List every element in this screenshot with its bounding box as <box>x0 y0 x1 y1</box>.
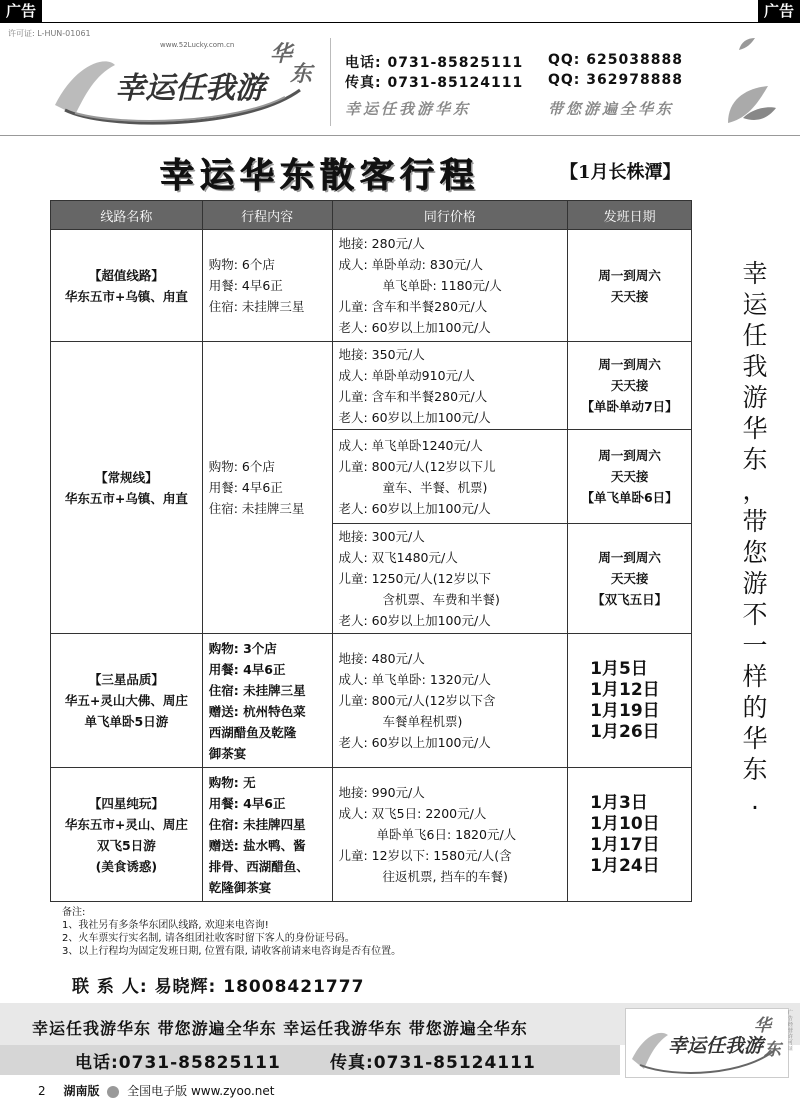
route-name-cell <box>51 634 203 768</box>
slogan-char: 华 <box>742 414 768 443</box>
slogan-char: . <box>751 786 759 815</box>
slogan-char: 游 <box>742 383 768 412</box>
departure-date: 1月24日 <box>590 855 660 876</box>
itinerary-line: 赠送: 盐水鸭、酱 <box>208 837 306 853</box>
price-line: 儿童: 800元/人(12岁以下儿 <box>338 458 496 474</box>
price-line: 儿童: 1250元/人(12岁以下 <box>338 571 491 586</box>
price-line: 儿童: 800元/人(12岁以下含 <box>338 693 496 708</box>
notes-block <box>62 906 401 958</box>
header-itinerary: 行程内容 <box>202 201 332 230</box>
route-desc: (美食诱惑) <box>95 858 158 874</box>
price-line: 含机票、车费和半餐) <box>382 592 500 607</box>
slogan-char: 的 <box>742 693 768 722</box>
vertical-slogan <box>740 258 770 816</box>
phone-line <box>345 52 523 72</box>
departure-date: 1月5日 <box>590 658 648 679</box>
edition-label: 湖南版 <box>63 1084 100 1098</box>
schedule-table <box>50 200 692 902</box>
itinerary-line: 西湖醋鱼及乾隆 <box>208 724 297 740</box>
departure-date: 1月19日 <box>590 700 660 721</box>
itinerary-cell <box>202 230 332 342</box>
price-line: 成人: 单飞单卧1240元/人 <box>338 437 483 453</box>
route-tag: 【超值线路】 <box>88 267 164 283</box>
table-row <box>51 230 692 342</box>
logo-main-text: 幸运任我游 <box>115 71 265 106</box>
date-line: 周一到周六 <box>598 550 661 565</box>
route-name-cell <box>51 230 203 342</box>
departure-date: 1月26日 <box>590 721 660 742</box>
bottom-logo-dong: 东 <box>764 1040 781 1060</box>
dates-cell <box>568 524 692 634</box>
small-leaf-icon <box>737 36 757 52</box>
itinerary-line: 用餐: 4早6正 <box>208 480 283 495</box>
price-line: 成人: 单卧单动: 830元/人 <box>338 257 483 272</box>
header-dates: 发班日期 <box>568 201 692 230</box>
ad-tag-right: 广告 <box>758 0 800 22</box>
price-line: 老人: 60岁以上加100元/人 <box>338 735 491 750</box>
qq-line-2 <box>548 72 683 88</box>
phone-label: 电话: <box>345 55 382 71</box>
slogan-char: 东 <box>742 755 768 784</box>
bottom-fax: 传真:0731-85124111 <box>330 1053 536 1073</box>
route-desc: 华东五市+乌镇、甪直 <box>64 490 188 506</box>
date-line: 天天接 <box>610 469 649 484</box>
slogan-char: 样 <box>742 662 768 691</box>
price-cell <box>332 342 568 430</box>
route-desc: 华东五市+灵山、周庄 <box>64 816 188 832</box>
date-line: 【单卧单动7日】 <box>581 399 678 414</box>
price-line: 童车、半餐、机票) <box>382 479 488 495</box>
price-line: 单飞单卧: 1180元/人 <box>382 278 502 293</box>
date-line: 周一到周六 <box>598 357 661 372</box>
slogan-char: 带 <box>742 507 768 536</box>
departure-date: 1月3日 <box>590 792 648 813</box>
table-row <box>51 342 692 430</box>
price-line: 成人: 双飞1480元/人 <box>338 550 458 565</box>
fax-label: 传真: <box>345 75 382 91</box>
itinerary-line: 排骨、西湖醋鱼、 <box>208 858 309 874</box>
page-subtitle: 【1月长株潭】 <box>560 162 681 183</box>
header-rule <box>0 22 800 23</box>
date-line: 天天接 <box>610 288 649 304</box>
notes-title: 备注: <box>62 907 86 918</box>
note-item: 2、火车票实行实名制, 请各组团社收客时留下客人的身份证号码。 <box>62 933 355 944</box>
phone-number: 0731-85825111 <box>387 55 524 71</box>
table-row <box>51 634 692 768</box>
itinerary-cell <box>202 768 332 902</box>
itinerary-line: 住宿: 未挂牌四星 <box>208 816 306 832</box>
itinerary-line: 用餐: 4早6正 <box>208 661 286 677</box>
itinerary-line: 御茶宴 <box>208 745 247 761</box>
price-line: 车餐单程机票) <box>382 714 463 729</box>
price-line: 单卧单飞6日: 1820元/人 <box>376 827 517 842</box>
itinerary-line: 乾隆御茶宴 <box>208 879 272 895</box>
contact-person-label: 联 系 人: <box>72 977 148 997</box>
header-price: 同行价格 <box>332 201 568 230</box>
route-desc: 华东五市+乌镇、甪直 <box>64 288 188 304</box>
dates-cell <box>568 342 692 430</box>
slogan-char: 华 <box>742 724 768 753</box>
price-line: 地接: 350元/人 <box>338 346 425 362</box>
qq-label-2: QQ: <box>548 72 581 88</box>
price-line: 老人: 60岁以上加100元/人 <box>338 500 491 516</box>
logo-sub-hua: 华 <box>270 41 293 67</box>
date-line: 周一到周六 <box>598 267 661 283</box>
fax-number: 0731-85124111 <box>387 75 524 91</box>
date-line: 周一到周六 <box>598 448 661 463</box>
bottom-phone: 电话:0731-85825111 <box>75 1053 281 1073</box>
bottom-logo-text: 幸运任我游 <box>668 1035 764 1057</box>
ad-tag-left: 广告 <box>0 0 42 22</box>
departure-date: 1月10日 <box>590 813 660 834</box>
dates-cell <box>568 230 692 342</box>
license-text: 许可证: L-HUN-01061 <box>8 29 91 38</box>
price-line: 地接: 990元/人 <box>338 785 425 800</box>
itinerary-line: 购物: 6个店 <box>208 459 275 474</box>
side-small-text: 广告经营许可证 <box>788 1010 794 1052</box>
dates-cell <box>568 430 692 524</box>
price-cell <box>332 524 568 634</box>
itinerary-line: 购物: 无 <box>208 774 256 790</box>
site-text: 全国电子版 www.zyoo.net <box>127 1084 275 1098</box>
slogan-char: 任 <box>742 321 768 350</box>
date-line: 【双飞五日】 <box>592 592 668 607</box>
slogan-char: 东 <box>742 445 768 474</box>
note-item: 3、以上行程均为固定发班日期, 位置有限, 请收客前请来电咨询是否有位置。 <box>62 946 402 957</box>
header-slogan-left: 幸运任我游华东 <box>345 100 472 118</box>
table-row <box>51 768 692 902</box>
route-desc: 单飞单卧5日游 <box>84 714 169 729</box>
price-line: 儿童: 12岁以下: 1580元/人(含 <box>338 848 512 863</box>
price-line: 往返机票, 挡车的车餐) <box>382 869 508 884</box>
bottom-logo-hua: 华 <box>754 1016 771 1036</box>
dates-cell <box>568 768 692 902</box>
itinerary-line: 购物: 3个店 <box>208 640 277 656</box>
departure-date: 1月12日 <box>590 679 660 700</box>
bottom-slogan: 幸运任我游华东 带您游遍全华东 幸运任我游华东 带您游遍全华东 <box>32 1019 528 1038</box>
price-line: 地接: 300元/人 <box>338 529 425 544</box>
route-tag: 【常规线】 <box>95 469 158 485</box>
footer <box>38 1082 275 1099</box>
logo-sub-dong: 东 <box>290 61 313 87</box>
price-line: 地接: 480元/人 <box>338 651 425 666</box>
leaf-icon <box>718 78 778 128</box>
bottom-logo <box>625 1008 789 1078</box>
slogan-char: 您 <box>742 538 768 567</box>
price-line: 儿童: 含车和半餐280元/人 <box>338 299 488 314</box>
route-desc: 华五+灵山大佛、周庄 <box>64 693 188 708</box>
itinerary-line: 购物: 6个店 <box>208 257 275 272</box>
itinerary-line: 用餐: 4早6正 <box>208 278 283 293</box>
qq-label: QQ: <box>548 52 581 68</box>
header-divider <box>330 38 331 126</box>
departure-date: 1月17日 <box>590 834 660 855</box>
price-line: 成人: 双飞5日: 2200元/人 <box>338 806 487 821</box>
logo-url: www.52Lucky.com.cn <box>160 41 235 49</box>
slogan-char: ， <box>742 476 768 505</box>
header-route-name: 线路名称 <box>51 201 203 230</box>
date-line: 天天接 <box>610 571 649 586</box>
dates-cell <box>568 634 692 768</box>
slogan-char: 运 <box>742 290 768 319</box>
qq-number-2: 362978888 <box>586 72 683 88</box>
header-bottom-rule <box>0 135 800 136</box>
itinerary-cell <box>202 342 332 634</box>
header-slogan-right: 带您游遍全华东 <box>548 100 675 118</box>
price-line: 儿童: 含车和半餐280元/人 <box>338 388 488 404</box>
slogan-char: 幸 <box>742 259 768 288</box>
price-line: 地接: 280元/人 <box>338 236 425 251</box>
price-line: 老人: 60岁以上加100元/人 <box>338 320 491 335</box>
page-number: 2 <box>38 1084 46 1098</box>
fax-line <box>345 72 523 92</box>
table-header-row <box>51 201 692 230</box>
itinerary-line: 用餐: 4早6正 <box>208 795 286 811</box>
route-name-cell <box>51 768 203 902</box>
route-name-cell <box>51 342 203 634</box>
qq-number-1: 625038888 <box>586 52 683 68</box>
slogan-char: 我 <box>742 352 768 381</box>
price-cell <box>332 634 568 768</box>
itinerary-line: 住宿: 未挂牌三星 <box>208 682 306 698</box>
price-cell <box>332 768 568 902</box>
itinerary-line: 赠送: 杭州特色菜 <box>208 703 306 719</box>
contact-person-value: 易晓辉: 18008421777 <box>154 977 365 997</box>
itinerary-line: 住宿: 未挂牌三星 <box>208 299 305 314</box>
qq-line-1 <box>548 52 683 68</box>
itinerary-line: 住宿: 未挂牌三星 <box>208 501 305 516</box>
itinerary-cell <box>202 634 332 768</box>
date-line: 【单飞单卧6日】 <box>581 490 678 505</box>
price-line: 成人: 单飞单卧: 1320元/人 <box>338 672 491 687</box>
page-title: 幸运华东散客行程 <box>160 156 480 196</box>
price-line: 老人: 60岁以上加100元/人 <box>338 409 491 425</box>
price-line: 成人: 单卧单动910元/人 <box>338 367 475 383</box>
contact-person <box>72 972 364 997</box>
price-line: 老人: 60岁以上加100元/人 <box>338 613 491 628</box>
slogan-char: 不 <box>742 600 768 629</box>
globe-icon <box>107 1086 119 1098</box>
logo <box>45 35 325 125</box>
route-desc: 双飞5日游 <box>97 837 156 853</box>
date-line: 天天接 <box>610 378 649 393</box>
route-tag: 【四星纯玩】 <box>88 795 164 811</box>
price-cell <box>332 230 568 342</box>
note-item: 1、我社另有多条华东团队线路, 欢迎来电咨询! <box>62 920 269 931</box>
slogan-char: 游 <box>742 569 768 598</box>
slogan-char: 一 <box>742 631 768 660</box>
price-cell <box>332 430 568 524</box>
route-tag: 【三星品质】 <box>88 672 164 687</box>
